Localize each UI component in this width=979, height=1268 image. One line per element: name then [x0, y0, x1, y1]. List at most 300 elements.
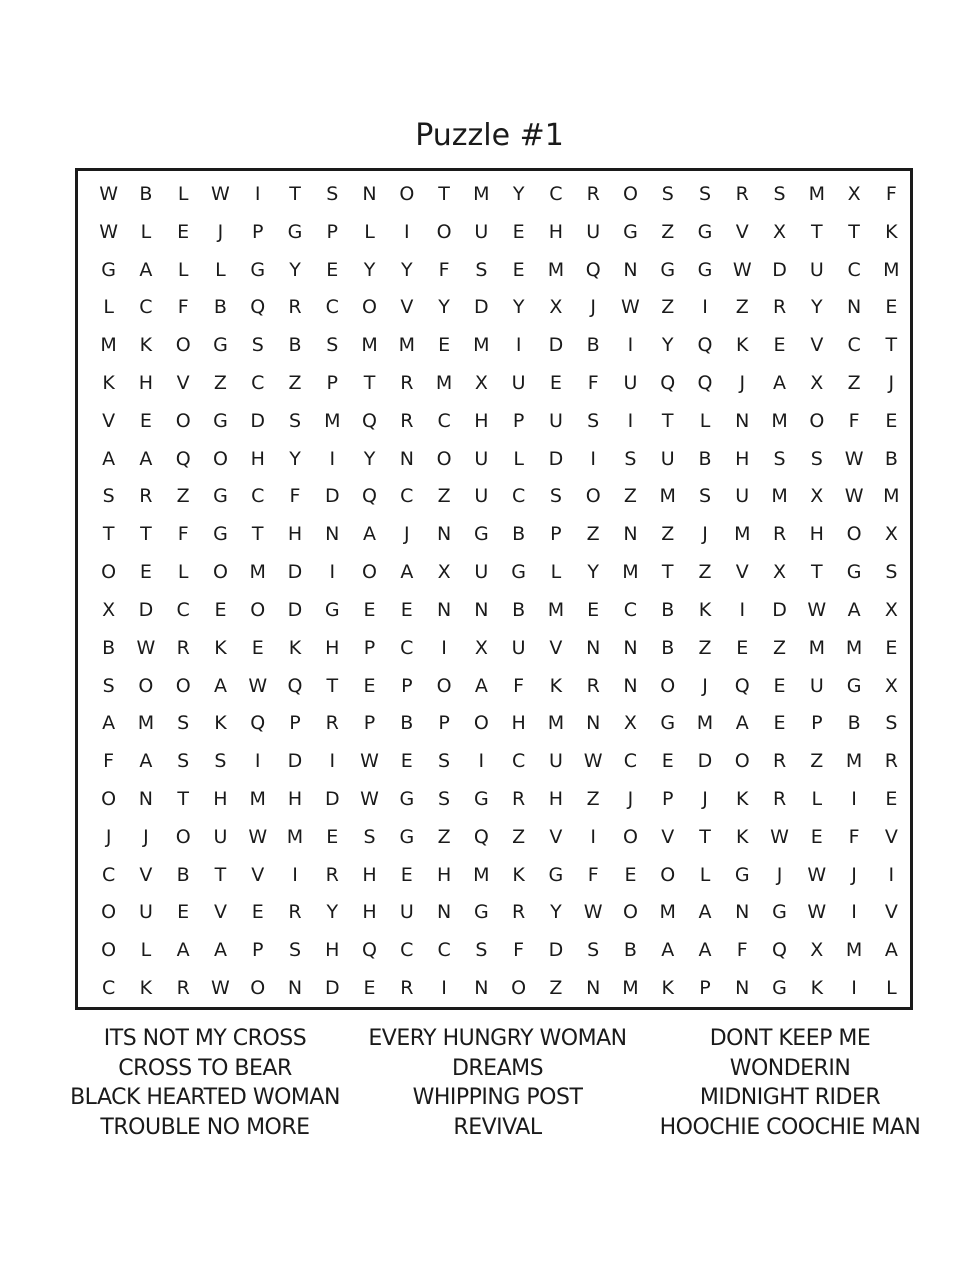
grid-letter: M — [547, 598, 565, 621]
grid-letter: E — [438, 334, 451, 357]
grid-letter: C — [511, 485, 526, 508]
grid-letter: G — [473, 787, 489, 810]
grid-letter: S — [698, 182, 712, 205]
grid-letter: L — [513, 447, 524, 470]
grid-letter: O — [175, 409, 191, 432]
grid-letter: S — [288, 939, 302, 962]
grid-letter: V — [810, 334, 824, 357]
grid-letter: P — [661, 787, 674, 810]
grid-letter: B — [698, 447, 712, 470]
grid-letter: P — [326, 220, 338, 243]
grid-letter: G — [697, 258, 713, 281]
word-list-item: DONT KEEP ME — [709, 1026, 871, 1051]
grid-letter: T — [251, 523, 264, 546]
grid-letter: M — [286, 825, 304, 848]
grid-letter: Z — [586, 523, 600, 546]
word-list-column-1 — [60, 1024, 350, 1142]
grid-letter: L — [177, 561, 189, 584]
grid-letter: V — [549, 636, 563, 659]
grid-letter: U — [623, 371, 638, 394]
grid-letter: S — [102, 485, 115, 508]
grid-letter: E — [214, 598, 227, 621]
grid-letter: R — [325, 712, 339, 735]
grid-letter: N — [138, 787, 153, 810]
grid-letter: V — [735, 220, 749, 243]
grid-letter: O — [622, 825, 638, 848]
grid-letter: B — [400, 712, 414, 735]
grid-letter: E — [251, 636, 264, 659]
grid-letter: Y — [438, 296, 450, 319]
grid-letter: Z — [549, 977, 563, 1000]
grid-letter: E — [326, 258, 339, 281]
grid-letter: P — [326, 371, 338, 394]
grid-letter: I — [254, 182, 261, 205]
grid-letter: I — [292, 863, 298, 886]
grid-letter: K — [288, 636, 302, 659]
word-list-item: TROUBLE NO MORE — [100, 1114, 310, 1140]
grid-letter: U — [474, 447, 489, 470]
grid-letter: E — [512, 220, 525, 243]
grid-letter: X — [884, 598, 898, 621]
grid-letter: D — [548, 334, 564, 357]
grid-letter: W — [583, 750, 603, 773]
grid-letter: M — [249, 561, 266, 584]
grid-letter: F — [587, 863, 599, 886]
grid-letter: R — [512, 787, 526, 810]
grid-letter: U — [809, 258, 824, 281]
grid-letter: F — [177, 523, 189, 546]
grid-letter: S — [885, 712, 898, 735]
grid-letter: F — [513, 674, 525, 697]
grid-letter: S — [438, 787, 451, 810]
grid-letter: F — [848, 409, 860, 432]
grid-letter: T — [289, 182, 301, 205]
grid-letter: T — [885, 334, 898, 357]
grid-letter: L — [103, 296, 114, 319]
grid-letter: G — [213, 409, 228, 432]
grid-letter: R — [772, 750, 787, 773]
grid-letter: J — [217, 220, 224, 243]
grid-letter: M — [473, 863, 490, 886]
grid-letter: C — [437, 939, 451, 962]
grid-letter: N — [623, 523, 638, 546]
grid-letter: M — [547, 712, 565, 735]
grid-letter: U — [511, 371, 526, 394]
grid-letter: L — [550, 561, 562, 584]
grid-letter: G — [734, 863, 750, 886]
grid-letter: D — [324, 977, 340, 1000]
grid-letter: L — [140, 220, 152, 243]
grid-letter: T — [848, 220, 860, 243]
grid-letter: Z — [661, 296, 675, 319]
grid-letter: Q — [250, 296, 266, 319]
grid-letter: I — [329, 447, 336, 470]
grid-letter: R — [772, 523, 787, 546]
grid-letter: I — [441, 636, 447, 659]
grid-letter: A — [102, 712, 116, 735]
grid-letter: Z — [698, 561, 712, 584]
grid-letter: E — [885, 409, 898, 432]
puzzle-title: Puzzle #1 — [415, 118, 564, 153]
grid-letter: N — [623, 636, 638, 659]
grid-letter: E — [363, 598, 376, 621]
grid-letter: B — [139, 182, 153, 205]
grid-letter: G — [213, 485, 228, 508]
grid-letter: E — [177, 220, 190, 243]
grid-letter: Y — [326, 901, 339, 924]
grid-letter: I — [441, 977, 447, 1000]
grid-letter: G — [473, 901, 489, 924]
grid-letter: M — [883, 485, 900, 508]
grid-letter: U — [399, 901, 414, 924]
grid-letter: W — [136, 636, 156, 659]
grid-letter: O — [212, 561, 228, 584]
grid-letter: M — [771, 485, 788, 508]
grid-letter: W — [248, 674, 268, 697]
grid-letter: J — [105, 825, 112, 848]
grid-letter: X — [884, 523, 898, 546]
grid-letter: O — [734, 750, 750, 773]
grid-letter: C — [847, 334, 861, 357]
grid-letter: V — [400, 296, 414, 319]
grid-letter: R — [772, 296, 787, 319]
grid-letter: A — [363, 523, 377, 546]
grid-letter: T — [177, 787, 189, 810]
grid-letter: W — [99, 220, 119, 243]
grid-letter: O — [585, 485, 601, 508]
grid-letter: P — [401, 674, 413, 697]
grid-letter: J — [888, 371, 895, 394]
grid-letter: Q — [697, 334, 713, 357]
grid-letter: I — [739, 598, 746, 621]
grid-letter: A — [213, 939, 227, 962]
grid-letter: Z — [288, 371, 302, 394]
grid-letter: K — [214, 636, 227, 659]
grid-letter: P — [699, 977, 711, 1000]
grid-letter: Z — [586, 787, 600, 810]
grid-letter: K — [102, 371, 115, 394]
grid-letter: C — [623, 598, 638, 621]
grid-letter: P — [289, 712, 301, 735]
grid-letter: G — [213, 523, 228, 546]
grid-letter: C — [139, 296, 153, 319]
grid-letter: G — [101, 258, 116, 281]
grid-letter: C — [400, 939, 414, 962]
grid-letter: E — [549, 371, 562, 394]
grid-letter: M — [808, 182, 826, 205]
grid-letter: I — [851, 901, 857, 924]
grid-letter: E — [139, 409, 152, 432]
grid-letter: D — [548, 447, 564, 470]
grid-letter: Z — [213, 371, 227, 394]
grid-letter: V — [884, 825, 898, 848]
grid-letter: H — [474, 409, 489, 432]
grid-letter: M — [622, 561, 639, 584]
grid-letter: Z — [698, 636, 712, 659]
grid-letter: W — [807, 863, 827, 886]
grid-letter: X — [773, 220, 787, 243]
grid-letter: C — [400, 485, 414, 508]
grid-letter: I — [254, 750, 261, 773]
grid-letter: N — [325, 523, 340, 546]
grid-letter: T — [811, 220, 823, 243]
grid-letter: S — [177, 750, 190, 773]
grid-letter: A — [102, 447, 116, 470]
grid-letter: S — [549, 485, 562, 508]
grid-letter: G — [324, 598, 340, 621]
grid-letter: U — [548, 750, 563, 773]
grid-letter: I — [627, 334, 634, 357]
grid-letter: Q — [362, 409, 378, 432]
grid-letter: U — [138, 901, 153, 924]
grid-letter: A — [698, 939, 712, 962]
grid-letter: E — [885, 787, 898, 810]
grid-letter: S — [177, 712, 190, 735]
grid-letter: G — [846, 674, 862, 697]
grid-letter: S — [438, 750, 451, 773]
grid-letter: R — [512, 901, 526, 924]
grid-letter: U — [586, 220, 601, 243]
grid-letter: B — [661, 598, 675, 621]
grid-letter: O — [436, 447, 452, 470]
grid-letter: K — [139, 334, 153, 357]
word-list — [0, 1024, 979, 1154]
grid-letter: X — [773, 561, 787, 584]
grid-letter: C — [549, 182, 563, 205]
grid-letter: M — [249, 787, 266, 810]
grid-letter: K — [214, 712, 227, 735]
grid-letter: K — [698, 598, 712, 621]
grid-letter: J — [776, 863, 783, 886]
grid-letter: W — [844, 447, 864, 470]
grid-letter: N — [735, 409, 750, 432]
grid-letter: S — [885, 561, 898, 584]
grid-letter: N — [586, 712, 601, 735]
grid-letter: J — [851, 863, 857, 886]
word-list-item: CROSS TO BEAR — [118, 1055, 292, 1081]
grid-letter: U — [213, 825, 228, 848]
grid-letter: H — [362, 901, 377, 924]
grid-letter: G — [473, 523, 489, 546]
grid-letter: M — [473, 182, 490, 205]
grid-letter: S — [475, 258, 488, 281]
grid-letter: G — [660, 712, 676, 735]
grid-letter: E — [736, 636, 749, 659]
grid-letter: S — [326, 334, 339, 357]
grid-letter: L — [140, 939, 152, 962]
grid-letter: M — [845, 750, 863, 773]
grid-letter: X — [810, 371, 824, 394]
grid-letter: H — [325, 939, 340, 962]
grid-letter: A — [474, 674, 488, 697]
grid-letter: Z — [735, 296, 749, 319]
grid-letter: Z — [176, 485, 190, 508]
grid-letter: X — [623, 712, 637, 735]
grid-letter: S — [251, 334, 264, 357]
grid-letter: G — [250, 258, 266, 281]
grid-letter: S — [363, 825, 376, 848]
grid-letter: Y — [587, 561, 599, 584]
grid-letter: E — [810, 825, 823, 848]
grid-letter: J — [143, 825, 149, 848]
grid-letter: X — [549, 296, 563, 319]
grid-letter: H — [362, 863, 377, 886]
grid-letter: L — [886, 977, 897, 1000]
grid-letter: M — [622, 977, 639, 1000]
grid-letter: M — [361, 334, 378, 357]
grid-letter: M — [808, 636, 826, 659]
grid-letter: C — [176, 598, 190, 621]
grid-letter: O — [250, 977, 266, 1000]
grid-letter: J — [702, 787, 708, 810]
grid-letter: O — [660, 863, 676, 886]
grid-letter: O — [362, 296, 378, 319]
grid-letter: G — [511, 561, 526, 584]
grid-letter: B — [512, 523, 526, 546]
grid-letter: M — [883, 258, 900, 281]
grid-letter: O — [101, 939, 117, 962]
grid-letter: L — [364, 220, 375, 243]
grid-letter: E — [139, 561, 152, 584]
grid-letter: Y — [401, 258, 413, 281]
word-list-item: HOOCHIE COOCHIE MAN — [659, 1114, 921, 1140]
grid-letter: M — [696, 712, 714, 735]
grid-letter: Z — [512, 825, 526, 848]
grid-letter: T — [326, 674, 339, 697]
grid-letter: W — [807, 598, 827, 621]
grid-letter: T — [363, 371, 376, 394]
grid-letter: O — [846, 523, 862, 546]
grid-letter: I — [404, 220, 410, 243]
grid-letter: K — [736, 825, 749, 848]
grid-letter: G — [846, 561, 862, 584]
grid-letter: M — [659, 485, 676, 508]
grid-letter: V — [176, 371, 190, 394]
grid-letter: K — [885, 220, 898, 243]
grid-letter: X — [474, 371, 488, 394]
grid-letter: M — [771, 409, 788, 432]
grid-letter: K — [736, 334, 749, 357]
grid-letter: B — [102, 636, 116, 659]
grid-letter: E — [773, 334, 786, 357]
grid-letter: M — [734, 523, 751, 546]
grid-letter: D — [287, 598, 303, 621]
grid-letter: W — [211, 977, 230, 1000]
grid-letter: C — [325, 296, 339, 319]
grid-letter: U — [474, 220, 489, 243]
grid-letter: O — [660, 674, 676, 697]
grid-letter: Y — [550, 901, 562, 924]
grid-letter: T — [661, 409, 674, 432]
grid-letter: O — [175, 674, 191, 697]
grid-letter: J — [739, 371, 746, 394]
grid-letter: Q — [473, 825, 489, 848]
grid-letter: K — [139, 977, 153, 1000]
grid-letter: B — [661, 636, 675, 659]
grid-letter: Z — [661, 220, 675, 243]
grid-letter: I — [702, 296, 708, 319]
grid-letter: B — [623, 939, 637, 962]
grid-letter: F — [587, 371, 599, 394]
grid-letter: R — [288, 296, 302, 319]
word-list-item: BLACK HEARTED WOMAN — [70, 1085, 340, 1110]
grid-letter: G — [399, 787, 415, 810]
grid-letter: M — [845, 636, 863, 659]
grid-letter: G — [548, 863, 564, 886]
grid-letter: A — [698, 901, 712, 924]
grid-letter: C — [251, 485, 265, 508]
grid-letter: V — [661, 825, 675, 848]
grid-letter: H — [287, 523, 303, 546]
grid-letter: A — [661, 939, 675, 962]
grid-letter: P — [550, 523, 562, 546]
grid-letter: O — [362, 561, 378, 584]
grid-letter: T — [661, 561, 674, 584]
grid-letter: D — [287, 561, 303, 584]
grid-letter: E — [512, 258, 525, 281]
grid-letter: C — [251, 371, 265, 394]
grid-letter: H — [548, 220, 564, 243]
grid-letter: R — [586, 674, 600, 697]
grid-letter: L — [699, 409, 711, 432]
grid-letter: D — [250, 409, 266, 432]
grid-letter: V — [884, 901, 898, 924]
grid-letter: N — [586, 977, 601, 1000]
grid-letter: P — [363, 712, 376, 735]
grid-letter: R — [325, 863, 339, 886]
grid-letter: Y — [363, 447, 376, 470]
grid-letter: F — [513, 939, 525, 962]
grid-letter: X — [810, 939, 824, 962]
grid-letter: G — [772, 901, 787, 924]
grid-letter: Y — [661, 334, 674, 357]
grid-letter: F — [177, 296, 189, 319]
grid-letter: H — [325, 636, 340, 659]
grid-letter: Q — [250, 712, 266, 735]
grid-letter: B — [176, 863, 190, 886]
grid-letter: T — [438, 182, 450, 205]
grid-letter: I — [329, 561, 336, 584]
grid-letter: N — [735, 901, 750, 924]
grid-letter: M — [435, 371, 453, 394]
grid-letter: U — [474, 485, 489, 508]
grid-letter: A — [884, 939, 898, 962]
grid-letter: E — [773, 712, 786, 735]
grid-letter: G — [213, 334, 228, 357]
grid-letter: S — [102, 674, 115, 697]
grid-letter: S — [587, 409, 600, 432]
grid-letter: A — [213, 674, 227, 697]
grid-letter: V — [139, 863, 153, 886]
word-list-item: WHIPPING POST — [412, 1085, 583, 1110]
grid-letter: V — [251, 863, 265, 886]
grid-letter: I — [590, 447, 596, 470]
grid-letter: S — [698, 485, 712, 508]
grid-letter: P — [251, 220, 264, 243]
word-search-grid-frame — [75, 168, 913, 1010]
grid-letter: W — [807, 901, 827, 924]
grid-letter: S — [587, 939, 600, 962]
grid-letter: M — [398, 334, 416, 357]
grid-letter: L — [811, 787, 823, 810]
grid-letter: U — [660, 447, 675, 470]
grid-letter: G — [697, 220, 713, 243]
grid-letter: F — [103, 750, 115, 773]
grid-letter: Q — [175, 447, 191, 470]
grid-letter: O — [622, 901, 638, 924]
grid-letter: E — [363, 977, 376, 1000]
grid-letter: O — [473, 712, 489, 735]
